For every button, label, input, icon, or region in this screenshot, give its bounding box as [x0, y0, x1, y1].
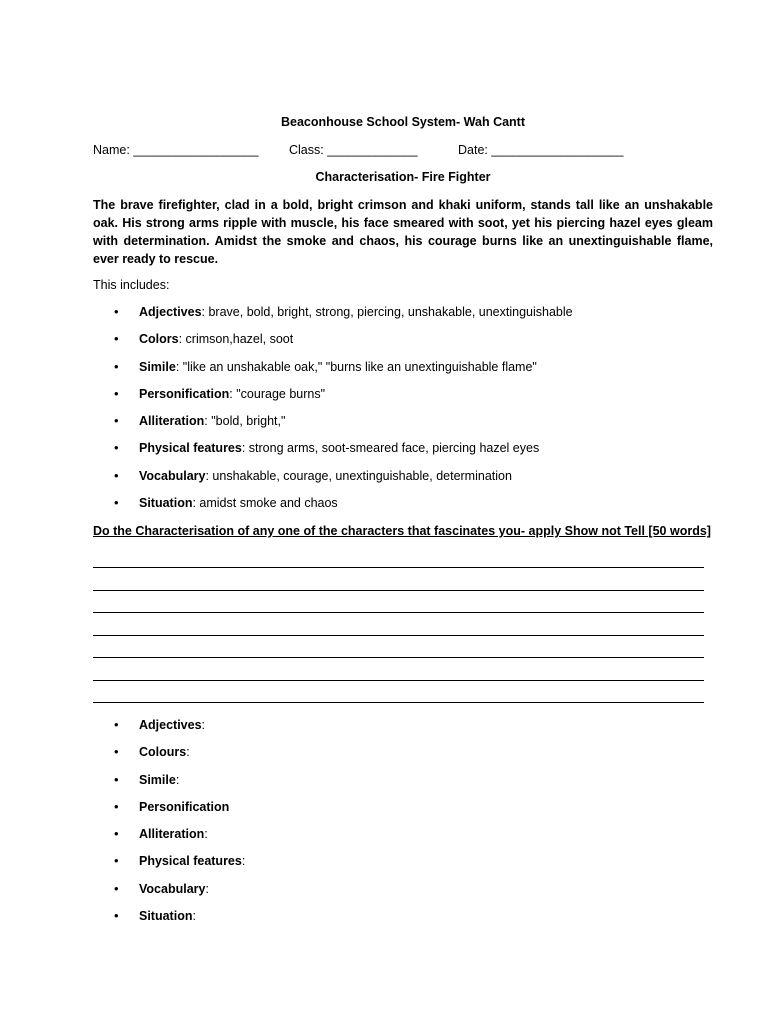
example-paragraph: The brave firefighter, clad in a bold, bright crimson and khaki uniform, stands tall like an unshakable oak. His strong arms ripple with muscle, his face smeared with soot, yet his piercing hazel eyes gleam with determination. Amidst the smoke and chaos, his courage burns like an unextinguishable flame, ever ready to rescue.	[93, 198, 713, 266]
writing-line[interactable]	[93, 567, 704, 590]
name-field[interactable]: Name: __________________	[93, 143, 259, 157]
worksheet-title: Characterisation- Fire Fighter	[315, 170, 491, 184]
task-instruction: Do the Characterisation of any one of the characters that fascinates you- apply Show not Tell [50 words]	[93, 524, 711, 538]
list-item: • Colors: crimson,hazel, soot	[93, 332, 713, 359]
list-item: • Situation: amidst smoke and chaos	[93, 496, 713, 523]
list-item: • Simile: "like an unshakable oak," "burns like an unextinguishable flame"	[93, 360, 713, 387]
example-list	[93, 305, 713, 523]
includes-label: This includes:	[93, 278, 170, 292]
class-field[interactable]: Class: _____________	[289, 143, 418, 157]
writing-line[interactable]	[93, 657, 704, 680]
list-item: • Physical features:	[93, 854, 713, 881]
list-item: • Alliteration: "bold, bright,"	[93, 414, 713, 441]
list-item: • Alliteration:	[93, 827, 713, 854]
writing-line[interactable]	[93, 680, 704, 703]
answer-list	[93, 718, 713, 936]
list-item: • Vocabulary:	[93, 882, 713, 909]
writing-line[interactable]	[93, 590, 704, 613]
list-item: • Vocabulary: unshakable, courage, unextinguishable, determination	[93, 469, 713, 496]
writing-line[interactable]	[93, 635, 704, 658]
list-item: • Personification	[93, 800, 713, 827]
writing-line[interactable]	[93, 612, 704, 635]
list-item: • Adjectives: brave, bold, bright, strong, piercing, unshakable, unextinguishable	[93, 305, 713, 332]
list-item: • Physical features: strong arms, soot-smeared face, piercing hazel eyes	[93, 441, 713, 468]
list-item: • Adjectives:	[93, 718, 713, 745]
writing-lines[interactable]	[93, 567, 704, 725]
list-item: • Situation:	[93, 909, 713, 936]
school-name: Beaconhouse School System- Wah Cantt	[280, 115, 526, 129]
list-item: • Simile:	[93, 773, 713, 800]
list-item: • Colours:	[93, 745, 713, 772]
list-item: • Personification: "courage burns"	[93, 387, 713, 414]
date-field[interactable]: Date: ___________________	[458, 143, 624, 157]
